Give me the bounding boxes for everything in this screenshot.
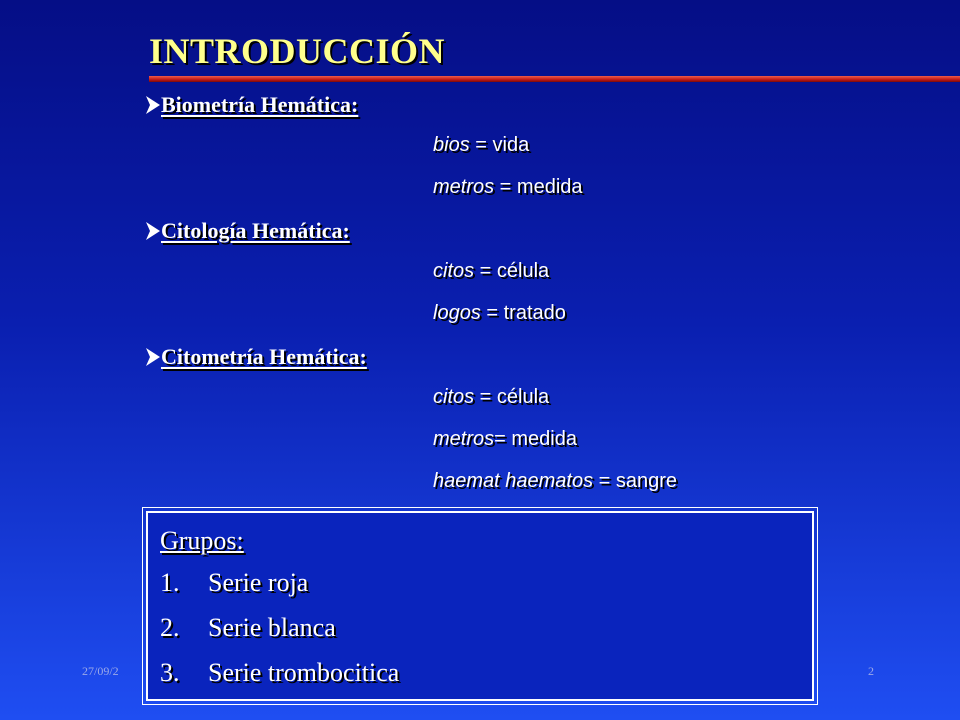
section-citologia [146, 218, 350, 244]
list-item [160, 567, 804, 599]
footer-page-number: 2 [868, 664, 874, 678]
meaning: = sangre [593, 470, 678, 492]
definition-line [433, 134, 529, 157]
meaning: = célula [474, 386, 550, 408]
meaning: = medida [494, 428, 577, 450]
section-label: Citología Hemática: [161, 218, 350, 243]
footer-date: 27/09/2 [82, 664, 119, 678]
term: bios [433, 134, 470, 156]
list-item [160, 612, 804, 644]
groups-heading: Grupos: [160, 526, 244, 555]
list-text: Serie trombocitica [208, 658, 400, 687]
section-label: Biometría Hemática: [161, 92, 359, 117]
term: haemat haematos [433, 470, 594, 492]
list-item [160, 657, 804, 689]
definition-line [433, 302, 566, 325]
list-text: Serie roja [208, 568, 309, 597]
term: logos [433, 302, 481, 324]
list-number: 2. [160, 613, 180, 642]
term: metros [433, 176, 495, 198]
list-number: 3. [160, 658, 180, 687]
term: citos [433, 260, 475, 282]
meaning: = medida [494, 176, 583, 198]
list-number: 1. [160, 568, 180, 597]
definition-line [433, 428, 577, 451]
definition-line [433, 386, 549, 409]
meaning: = célula [474, 260, 550, 282]
section-citometria [146, 344, 367, 370]
slide-title: INTRODUCCIÓN [149, 31, 446, 71]
section-label: Citometría Hemática: [161, 344, 367, 369]
arrow-bullet-icon [146, 222, 160, 240]
meaning: = tratado [480, 302, 566, 324]
term: citos [433, 386, 475, 408]
title-underline-bar [149, 76, 960, 82]
arrow-bullet-icon [146, 348, 160, 366]
meaning: = vida [469, 134, 530, 156]
definition-line [433, 176, 583, 199]
list-text: Serie blanca [208, 613, 336, 642]
arrow-bullet-icon [146, 96, 160, 114]
term: metros [433, 428, 495, 450]
definition-line [433, 470, 677, 493]
groups-box [146, 511, 814, 701]
definition-line [433, 260, 549, 283]
section-biometria [146, 92, 358, 118]
